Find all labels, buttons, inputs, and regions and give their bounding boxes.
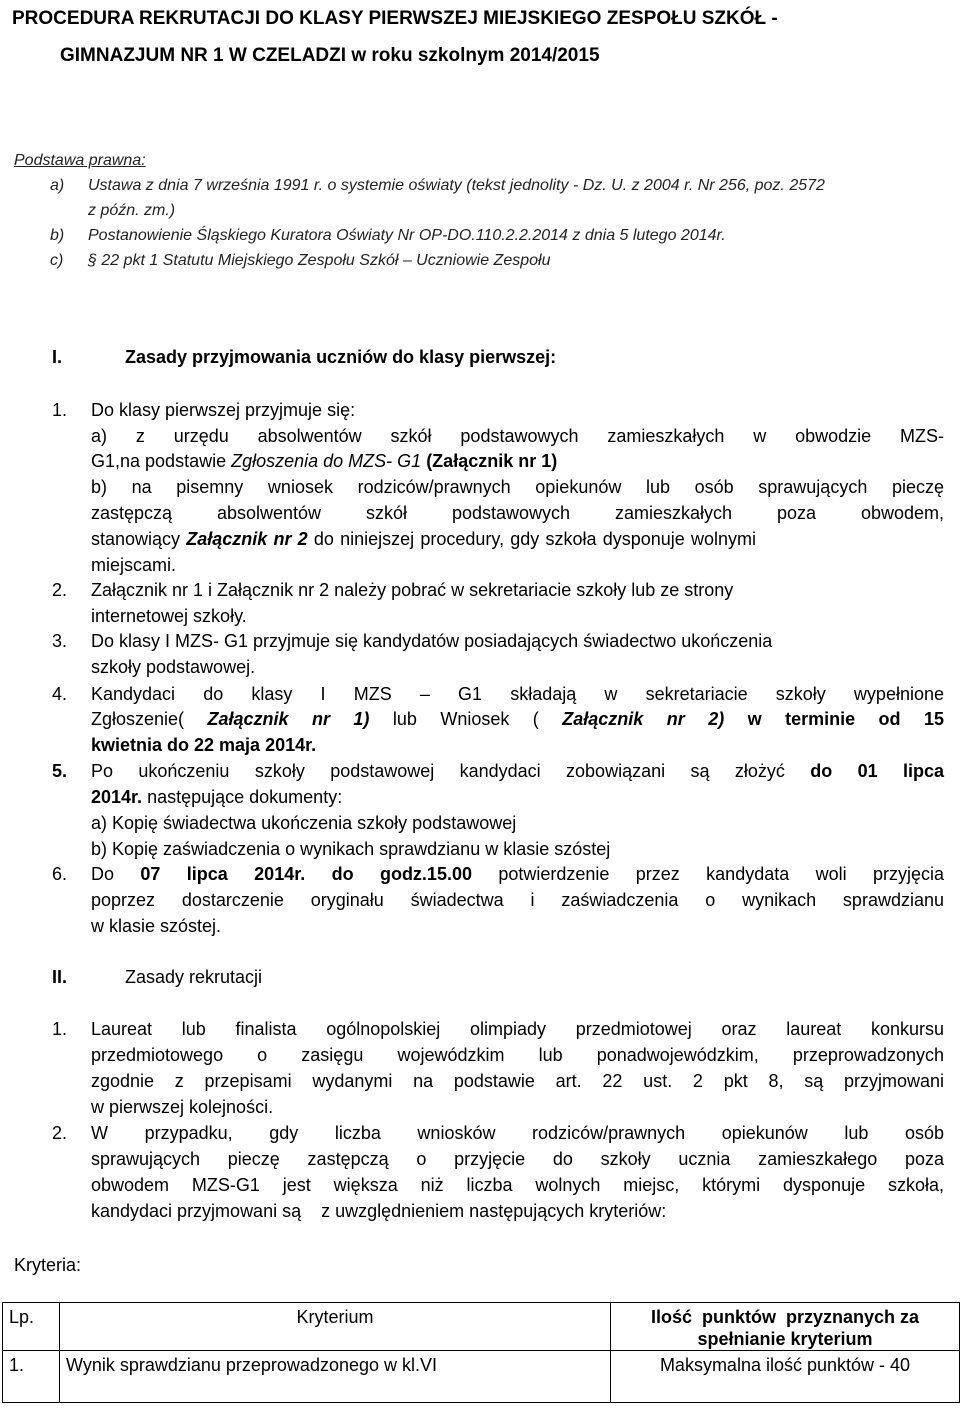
s1-p5-num: 5. [52,761,68,781]
s1-p6-line3: w klasie szóstej. [91,916,222,936]
basis-heading: Podstawa prawna: [14,152,146,169]
s1-p1-b-line1: b) na pisemny wniosek rodziców/prawnych opiekunów lub osób sprawujących pieczę [91,477,944,497]
section1-heading: Zasady przyjmowania uczniów do klasy pierwszej: [125,347,557,367]
s1-p1-intro: Do klasy pierwszej przyjmuje się: [91,400,356,420]
s1-p5-item-b: b) Kopię zaświadczenia o wynikach sprawdzianu w klasie szóstej [91,839,611,859]
s2-p2-line2: sprawujących pieczę zastępczą o przyjęcie do szkoły ucznia zamieszkałego poza [91,1149,944,1169]
s1-p3-num: 3. [52,631,68,651]
row-punkty: Maksymalna ilość punktów - 40 [611,1351,960,1403]
s2-p1-line3: zgodnie z przepisami wydanymi na podstawie art. 22 ust. 2 pkt 8, są przyjmowani [91,1071,944,1091]
s1-p2-num: 2. [52,580,68,600]
s1-p4-num: 4. [52,684,68,704]
s1-p5-item-a: a) Kopię świadectwa ukończenia szkoły podstawowej [91,813,517,833]
s1-p3-line1: Do klasy I MZS- G1 przyjmuje się kandydatów posiadających świadectwo ukończenia [91,631,773,651]
row-kryterium: Wynik sprawdzianu przeprowadzonego w kl.VI [60,1351,611,1403]
page-title-line1: PROCEDURA REKRUTACJI DO KLASY PIERWSZEJ MIEJSKIEGO ZESPOŁU SZKÓŁ - [12,8,778,29]
s1-p4-line2: Zgłoszenie( Załącznik nr 1) lub Wniosek ( Załącznik nr 2) w terminie od 15 [91,709,945,729]
s1-p1-a-line1: a) z urzędu absolwentów szkół podstawowych zamieszkałych w obwodzie MZS- [91,426,944,446]
s2-p2-line3: obwodem MZS-G1 jest większa niż liczba wolnych miejsc, którymi dysponuje szkoła, [91,1175,944,1195]
s2-p1-line2: przedmiotowego o zasięgu wojewódzkim lub ponadwojewódzkim, przeprowadzonych [91,1045,944,1065]
s1-p6-line1: Do 07 lipca 2014r. do godz.15.00 potwierdzenie przez kandydata woli przyjęcia [91,864,945,884]
s1-p5-line2: 2014r. następujące dokumenty: [91,787,343,807]
header-punkty: Ilość punktów przyznanych za spełnianie kryterium [611,1303,960,1351]
s1-p1-num: 1. [52,400,68,420]
s2-p1-line4: w pierwszej kolejności. [91,1097,274,1117]
s1-p4-line3: kwietnia do 22 maja 2014r. [91,735,317,755]
s1-p5-line1: Po ukończeniu szkoły podstawowej kandydaci zobowiązani są złożyć do 01 lipca [91,761,944,781]
header-kryterium: Kryterium [60,1303,611,1351]
table-header-row [3,1303,960,1351]
basis-c-text: § 22 pkt 1 Statutu Miejskiego Zespołu Szkół – Uczniowie Zespołu [88,252,551,269]
s1-p2-line2: internetowej szkoły. [91,606,247,626]
basis-c-marker: c) [50,252,64,269]
s1-p4-line1: Kandydaci do klasy I MZS – G1 składają w sekretariacie szkoły wypełnione [91,684,944,704]
s1-p6-num: 6. [52,864,68,884]
s1-p1-b-line3: stanowiący Załącznik nr 2 do niniejszej procedury, gdy szkoła dysponuje wolnymi [91,529,756,549]
s1-p6-line2: poprzez dostarczenie oryginału świadectwa i zaświadczenia o wynikach sprawdzianu [91,890,944,910]
s2-p1-line1: Laureat lub finalista ogólnopolskiej olimpiady przedmiotowej oraz laureat konkursu [91,1019,944,1039]
section1-number: I. [52,347,63,367]
basis-b-text: Postanowienie Śląskiego Kuratora Oświaty Nr OP-DO.110.2.2.2014 z dnia 5 lutego 2014r. [88,227,726,244]
s2-p2-line1: W przypadku, gdy liczba wniosków rodziców/prawnych opiekunów lub osób [91,1123,944,1143]
section2-number: II. [52,967,68,987]
basis-b-marker: b) [50,227,65,244]
s2-p1-num: 1. [52,1019,68,1039]
s1-p1-b-line4: miejscami. [91,555,177,575]
criteria-table [2,1302,960,1403]
s2-p2-num: 2. [52,1123,68,1143]
s1-p2-line1: Załącznik nr 1 i Załącznik nr 2 należy pobrać w sekretariacie szkoły lub ze strony [91,580,734,600]
basis-a-text: Ustawa z dnia 7 września 1991 r. o systemie oświaty (tekst jednolity - Dz. U. z 2004 r. Nr 256, poz. 2572 [88,177,825,194]
row-lp: 1. [3,1351,60,1403]
section2-heading: Zasady rekrutacji [125,967,263,987]
header-lp: Lp. [3,1303,60,1351]
basis-a-text-cont: z późn. zm.) [88,202,176,219]
s1-p1-a-line2: G1,na podstawie Zgłoszenia do MZS- G1 (Załącznik nr 1) [91,451,558,471]
table-row [3,1351,960,1403]
s2-p2-line4: kandydaci przyjmowani są z uwzględnieniem następujących kryteriów: [91,1201,667,1221]
criteria-label: Kryteria: [14,1255,82,1275]
s1-p1-b-line2: zastępczą absolwentów szkół podstawowych zamieszkałych poza obwodem, [91,503,944,523]
page-title-line2: GIMNAZJUM NR 1 W CZELADZI w roku szkolnym 2014/2015 [60,45,600,66]
s1-p3-line2: szkoły podstawowej. [91,657,256,677]
basis-a-marker: a) [50,177,65,194]
